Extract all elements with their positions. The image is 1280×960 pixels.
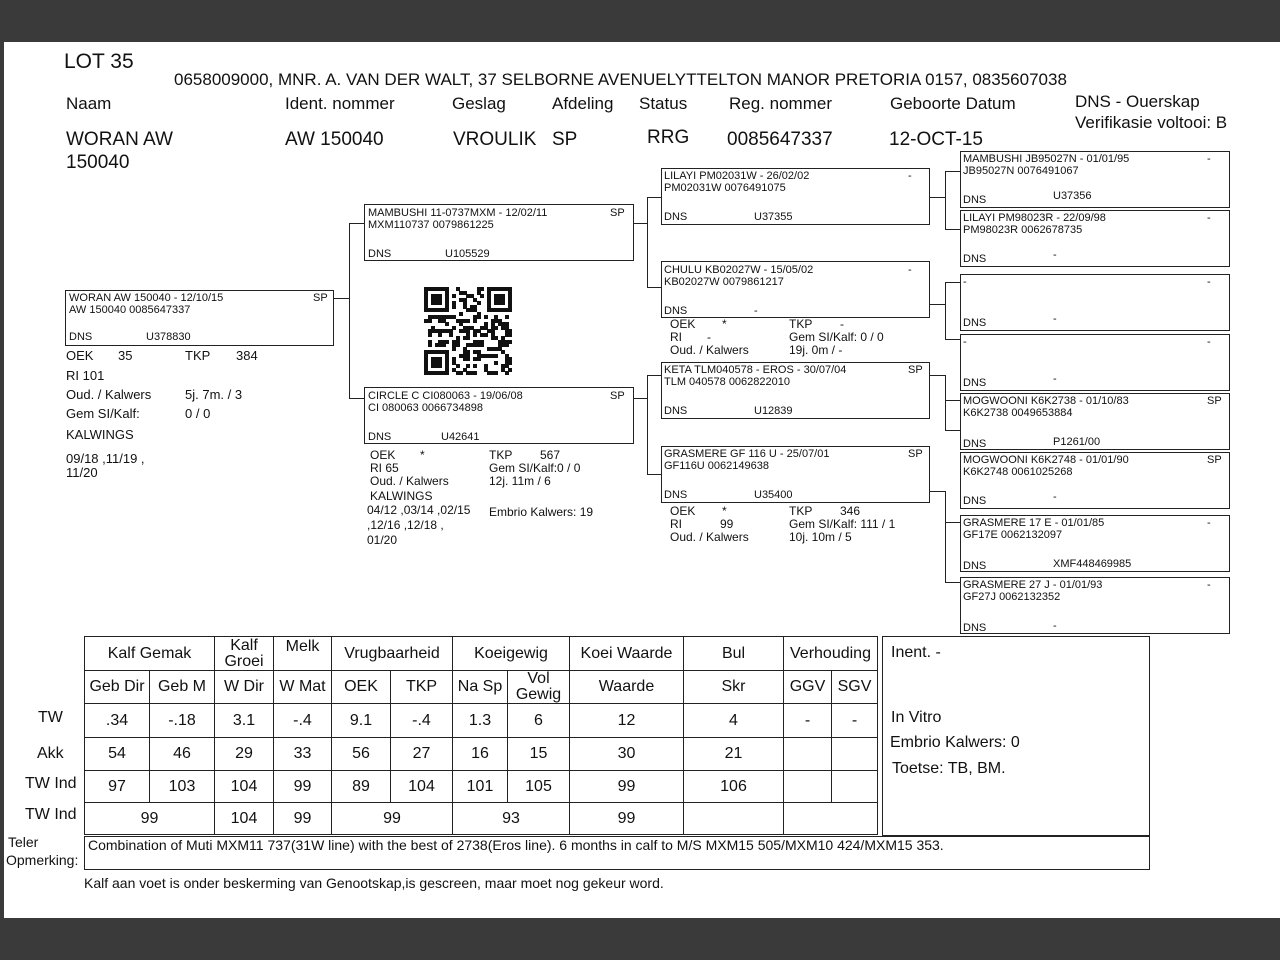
dam-gem: Gem SI/Kalf:0 / 0 [489, 461, 581, 475]
gp-ri: 99 [720, 517, 734, 531]
cell: 97 [85, 771, 150, 803]
cell: 104 [391, 771, 453, 803]
great-grandparent-box [960, 334, 1230, 391]
dam-tkp: 567 [540, 448, 561, 462]
great-grandparent-box [960, 151, 1230, 208]
gp-oek: * [722, 317, 727, 331]
gp-line1: KETA TLM040578 - EROS - 30/07/04 [664, 364, 847, 376]
dam-sp: SP [610, 390, 625, 402]
gp-gem: Gem SI/Kalf: 0 / 0 [789, 330, 884, 344]
animal-kalwings-1: 09/18 ,11/19 , [66, 451, 145, 466]
sub-sgv: SGV [832, 671, 878, 704]
group-kalf-groei-2: Groei [224, 652, 264, 670]
label-afdeling: Afdeling [552, 94, 614, 113]
label-reg: Reg. nommer [729, 94, 832, 113]
cell: 16 [453, 738, 508, 771]
sub-gewig: Gewig [515, 686, 562, 703]
ggp-line2: K6K2748 0061025268 [963, 466, 1073, 478]
sire-dns: DNS [368, 248, 392, 260]
group-kalf-gemak: Kalf Gemak [85, 637, 215, 671]
sire-sp: SP [610, 207, 625, 219]
label-verifikasie: Verifikasie voltooi: B [1075, 113, 1228, 132]
cell: 33 [274, 738, 332, 771]
cell: 6 [508, 704, 570, 738]
gp-line2: PM02031W 0076491075 [664, 182, 786, 194]
dam-line1: CIRCLE C CI080063 - 19/06/08 [368, 390, 523, 402]
gp-oud-label: Oud. / Kalwers [670, 530, 749, 544]
animal-kalwings-label: KALWINGS [66, 427, 134, 442]
ggp-line2: GF17E 0062132097 [963, 529, 1063, 541]
animal-kalwings-2: 11/20 [66, 465, 98, 480]
value-naam-2: 150040 [66, 152, 130, 173]
sub-waarde: Waarde [570, 671, 684, 704]
gp-ri-label: RI [670, 517, 682, 531]
ggp-line1: - [963, 276, 967, 288]
ggp-dns-value: - [1053, 373, 1057, 385]
gp-tkp: - [840, 317, 844, 331]
cell: 21 [684, 738, 784, 771]
remark-box [84, 836, 1150, 870]
inent-box [882, 636, 1150, 836]
sub-tkp: TKP [391, 671, 453, 704]
cell: 15 [508, 738, 570, 771]
sub-skr: Skr [684, 671, 784, 704]
gp-sp: - [908, 170, 912, 182]
animal-oud: 5j. 7m. / 3 [185, 387, 243, 402]
embrio-kalwers: Embrio Kalwers: 0 [890, 734, 1020, 751]
cell: 12 [570, 704, 684, 738]
cell: 99 [570, 771, 684, 803]
dam-ri: RI 65 [370, 461, 399, 475]
cell: 46 [150, 738, 215, 771]
ggp-line1: GRASMERE 27 J - 01/01/93 [963, 579, 1103, 591]
gp-sp: SP [908, 364, 923, 376]
cell: 56 [332, 738, 391, 771]
cell: 29 [215, 738, 274, 771]
label-dns-ouerskap: DNS - Ouerskap [1075, 92, 1200, 111]
ggp-dns-value: - [1053, 620, 1057, 632]
ggp-sp: - [1207, 517, 1211, 529]
great-grandparent-box [960, 577, 1230, 634]
ggp-dns: DNS [963, 622, 987, 634]
gp-tkp-label: TKP [789, 504, 813, 518]
cell: 93 [453, 803, 570, 835]
sire-dns-value: U105529 [445, 248, 490, 260]
ggp-dns-value: - [1053, 313, 1057, 325]
dam-line2: CI 080063 0066734898 [368, 402, 483, 414]
cell: 99 [274, 771, 332, 803]
cell: 30 [570, 738, 684, 771]
in-vitro: In Vitro [891, 709, 942, 726]
gp-line2: GF116U 0062149638 [664, 460, 769, 472]
teler-label: Teler [8, 834, 39, 850]
table-row-tw-ind-2 [85, 803, 878, 835]
label-geslag: Geslag [452, 94, 506, 113]
gp-ri: - [707, 330, 711, 344]
ggp-dns: DNS [963, 377, 987, 389]
ggp-dns-value: - [1053, 491, 1057, 503]
animal-ri: RI 101 [66, 368, 105, 383]
cell: 104 [215, 803, 274, 835]
ggp-sp: - [1207, 276, 1211, 288]
gp-line1: CHULU KB02027W - 15/05/02 [664, 264, 814, 276]
label-naam: Naam [66, 94, 112, 113]
cell [784, 738, 832, 771]
ggp-line1: LILAYI PM98023R - 22/09/98 [963, 212, 1106, 224]
dam-oek-label: OEK [370, 448, 396, 462]
ggp-line2: GF27J 0062132352 [963, 591, 1061, 603]
value-geboorte: 12-OCT-15 [889, 129, 983, 150]
gp-line2: KB02027W 0079861217 [664, 276, 784, 288]
cell: -.4 [274, 704, 332, 738]
group-melk: Melk [274, 637, 332, 671]
cell: 101 [453, 771, 508, 803]
group-kalf-groei-1: Kalf [230, 636, 258, 654]
gp-dns: DNS [664, 305, 688, 317]
ggp-sp: - [1207, 153, 1211, 165]
animal-gem: 0 / 0 [185, 406, 211, 421]
sub-na-sp: Na Sp [453, 671, 508, 704]
inent-title: Inent. - [891, 644, 941, 661]
great-grandparent-box [960, 274, 1230, 331]
gp-oek-label: OEK [670, 504, 696, 518]
ggp-sp: SP [1207, 395, 1222, 407]
cell: 103 [150, 771, 215, 803]
group-kalf-groei [215, 637, 274, 671]
value-ident: AW 150040 [285, 129, 384, 150]
animal-dns-value: U378830 [146, 331, 191, 343]
group-verhouding: Verhouding [784, 637, 878, 671]
sub-w-dir: W Dir [215, 671, 274, 704]
animal-gem-label: Gem SI/Kalf: [66, 406, 140, 421]
cell [684, 803, 784, 835]
dam-embrio: Embrio Kalwers: 19 [489, 505, 594, 519]
animal-dns: DNS [69, 331, 93, 343]
gp-line1: GRASMERE GF 116 U - 25/07/01 [664, 448, 830, 460]
breeding-values-table [84, 636, 878, 835]
row-label-tw-ind-2: TW Ind [25, 806, 77, 823]
gp-dns: DNS [664, 211, 688, 223]
ggp-dns-value: - [1053, 249, 1057, 261]
cell: 9.1 [332, 704, 391, 738]
cell: - [784, 704, 832, 738]
dam-dns-value: U42641 [441, 431, 480, 443]
group-vrugbaarheid: Vrugbaarheid [332, 637, 453, 671]
cell: -.18 [150, 704, 215, 738]
remark-text: Combination of Muti MXM11 737(31W line) with the best of 2738(Eros line). 6 months in calf to M/S MXM15 505/MXM10 424/MXM15 353. [88, 837, 944, 853]
group-koeigewig: Koeigewig [453, 637, 570, 671]
sub-vol: Vol [527, 670, 550, 687]
ggp-dns-value: XMF448469985 [1053, 558, 1132, 570]
ggp-dns: DNS [963, 495, 987, 507]
label-status: Status [639, 94, 688, 113]
gp-oek: * [722, 504, 727, 518]
cell: 105 [508, 771, 570, 803]
cell: 99 [85, 803, 215, 835]
table-row-tw [85, 704, 878, 738]
table-row-akk [85, 738, 878, 771]
sub-geb-dir: Geb Dir [85, 671, 150, 704]
gp-oud: 19j. 0m / - [789, 343, 843, 357]
dam-kalwings-2: ,12/16 ,12/18 , [367, 518, 444, 532]
gp-oek-label: OEK [670, 317, 696, 331]
gp-tkp: 346 [840, 504, 861, 518]
gp-oud: 10j. 10m / 5 [789, 530, 852, 544]
cell: 104 [215, 771, 274, 803]
gp-dns: DNS [664, 405, 688, 417]
owner-info: 0658009000, MNR. A. VAN DER WALT, 37 SELBORNE AVENUELYTTELTON MANOR PRETORIA 0157, 0835607038 [174, 70, 1067, 89]
cell: 106 [684, 771, 784, 803]
cell: 1.3 [453, 704, 508, 738]
dam-kalwings-1: 04/12 ,03/14 ,02/15 [367, 503, 471, 517]
dam-kalwings-3: 01/20 [367, 533, 398, 547]
cell [784, 771, 832, 803]
cell [832, 738, 878, 771]
great-grandparent-box [960, 210, 1230, 267]
sub-geb-m: Geb M [150, 671, 215, 704]
sire-line2: MXM110737 0079861225 [368, 219, 494, 231]
grandparent-box [661, 261, 930, 318]
footer-note: Kalf aan voet is onder beskerming van Genootskap,is gescreen, maar moet nog gekeur word. [84, 875, 664, 891]
value-status: RRG [647, 127, 690, 148]
cell [832, 771, 878, 803]
cell: 3.1 [215, 704, 274, 738]
great-grandparent-box [960, 515, 1230, 572]
lot-number: LOT 35 [64, 50, 134, 73]
cell: 54 [85, 738, 150, 771]
dam-tkp-label: TKP [489, 448, 513, 462]
table-row-tw-ind [85, 771, 878, 803]
ggp-line1: - [963, 336, 967, 348]
ggp-line2: JB95027N 0076491067 [963, 165, 1079, 177]
grandparent-box [661, 446, 930, 503]
animal-oud-label: Oud. / Kalwers [66, 387, 152, 402]
ggp-line1: GRASMERE 17 E - 01/01/85 [963, 517, 1105, 529]
value-naam: WORAN AW [66, 129, 173, 150]
ggp-dns: DNS [963, 560, 987, 572]
gp-gem: Gem SI/Kalf: 111 / 1 [789, 517, 896, 531]
cell: 27 [391, 738, 453, 771]
dam-oud-label: Oud. / Kalwers [370, 474, 449, 488]
ggp-dns-value: U37356 [1053, 190, 1092, 202]
value-geslag: VROULIK [453, 129, 537, 150]
sire-box [364, 204, 634, 261]
qr-code [424, 287, 512, 375]
gp-line2: TLM 040578 0062822010 [664, 376, 790, 388]
group-koei-waarde: Koei Waarde [570, 637, 684, 671]
ggp-line1: MOGWOONI K6K2738 - 01/10/83 [963, 395, 1129, 407]
gp-line1: LILAYI PM02031W - 26/02/02 [664, 170, 810, 182]
dam-oek: * [420, 448, 425, 462]
ggp-line1: MOGWOONI K6K2748 - 01/01/90 [963, 454, 1129, 466]
animal-line1: WORAN AW 150040 - 12/10/15 [69, 292, 224, 304]
ggp-sp: SP [1207, 454, 1222, 466]
animal-tkp: 384 [236, 348, 258, 363]
sub-ggv: GGV [784, 671, 832, 704]
ggp-dns: DNS [963, 317, 987, 329]
ggp-dns: DNS [963, 194, 987, 206]
animal-sp: SP [313, 292, 328, 304]
gp-sp: SP [908, 448, 923, 460]
grandparent-box [661, 168, 930, 225]
pedigree-page [4, 42, 1280, 918]
great-grandparent-box [960, 452, 1230, 509]
cell [784, 803, 878, 835]
gp-sp: - [908, 264, 912, 276]
ggp-dns-value: P1261/00 [1053, 436, 1101, 448]
gp-oud-label: Oud. / Kalwers [670, 343, 749, 357]
animal-tkp-label: TKP [185, 348, 211, 363]
gp-dns: DNS [664, 489, 688, 501]
row-label-tw: TW [38, 709, 63, 726]
cell: 99 [570, 803, 684, 835]
gp-dns-value: U12839 [754, 405, 793, 417]
gp-dns-value: - [754, 305, 758, 317]
cell: 99 [274, 803, 332, 835]
cell: - [832, 704, 878, 738]
toetse: Toetse: TB, BM. [892, 760, 1006, 777]
row-label-akk: Akk [37, 745, 64, 762]
dam-oud: 12j. 11m / 6 [489, 474, 551, 488]
label-ident: Ident. nommer [285, 94, 395, 113]
sub-w-mat: W Mat [274, 671, 332, 704]
ggp-line2: K6K2738 0049653884 [963, 407, 1073, 419]
ggp-sp: - [1207, 579, 1211, 591]
gp-dns-value: U37355 [754, 211, 793, 223]
ggp-sp: - [1207, 336, 1211, 348]
sub-oek: OEK [332, 671, 391, 704]
value-afdeling: SP [552, 129, 578, 150]
cell: .34 [85, 704, 150, 738]
sire-line1: MAMBUSHI 11-0737MXM - 12/02/11 [368, 207, 548, 219]
animal-line2: AW 150040 0085647337 [69, 304, 191, 316]
cell: 99 [332, 803, 453, 835]
gp-ri-label: RI [670, 330, 682, 344]
dam-dns: DNS [368, 431, 392, 443]
grandparent-box [661, 362, 930, 419]
gp-tkp-label: TKP [789, 317, 813, 331]
opmerking-label: Opmerking: [6, 852, 79, 868]
label-geboorte: Geboorte Datum [890, 94, 1016, 113]
cell: 4 [684, 704, 784, 738]
great-grandparent-box [960, 393, 1230, 450]
ggp-dns: DNS [963, 438, 987, 450]
sub-vol-gewig [508, 671, 570, 704]
ggp-sp: - [1207, 212, 1211, 224]
dam-box [364, 387, 634, 444]
animal-oek: 35 [118, 348, 133, 363]
group-bul: Bul [684, 637, 784, 671]
value-reg: 0085647337 [727, 129, 833, 150]
animal-box [65, 290, 334, 346]
animal-oek-label: OEK [66, 348, 94, 363]
ggp-dns: DNS [963, 253, 987, 265]
row-label-tw-ind: TW Ind [25, 775, 77, 792]
dam-kalwings-label: KALWINGS [370, 489, 433, 503]
cell: -.4 [391, 704, 453, 738]
gp-dns-value: U35400 [754, 489, 793, 501]
ggp-line1: MAMBUSHI JB95027N - 01/01/95 [963, 153, 1130, 165]
ggp-line2: PM98023R 0062678735 [963, 224, 1083, 236]
cell: 89 [332, 771, 391, 803]
